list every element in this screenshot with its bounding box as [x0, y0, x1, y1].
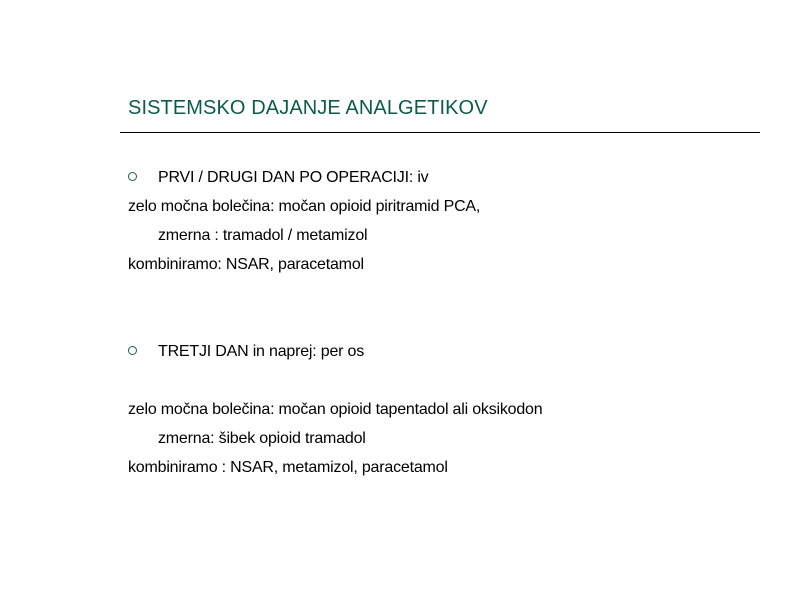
slide-title: SISTEMSKO DAJANJE ANALGETIKOV — [128, 97, 488, 119]
bullet-circle-icon — [128, 346, 137, 355]
section2-line-moderate-pain: zmerna: šibek opioid tramadol — [158, 430, 366, 447]
section1-line-severe-pain: zelo močna bolečina: močan opioid piritramid PCA, — [128, 198, 481, 215]
section2-line-combination: kombiniramo : NSAR, metamizol, paracetamol — [128, 459, 448, 476]
title-underline — [120, 132, 760, 133]
section1-line-moderate-pain: zmerna : tramadol / metamizol — [158, 227, 368, 244]
bullet-circle-icon — [128, 172, 137, 181]
section1-heading: PRVI / DRUGI DAN PO OPERACIJI: iv — [158, 169, 429, 186]
section2-line-severe-pain: zelo močna bolečina: močan opioid tapentadol ali oksikodon — [128, 401, 543, 418]
section1-line-combination: kombiniramo: NSAR, paracetamol — [128, 256, 364, 273]
section2-heading: TRETJI DAN in naprej: per os — [158, 343, 365, 360]
